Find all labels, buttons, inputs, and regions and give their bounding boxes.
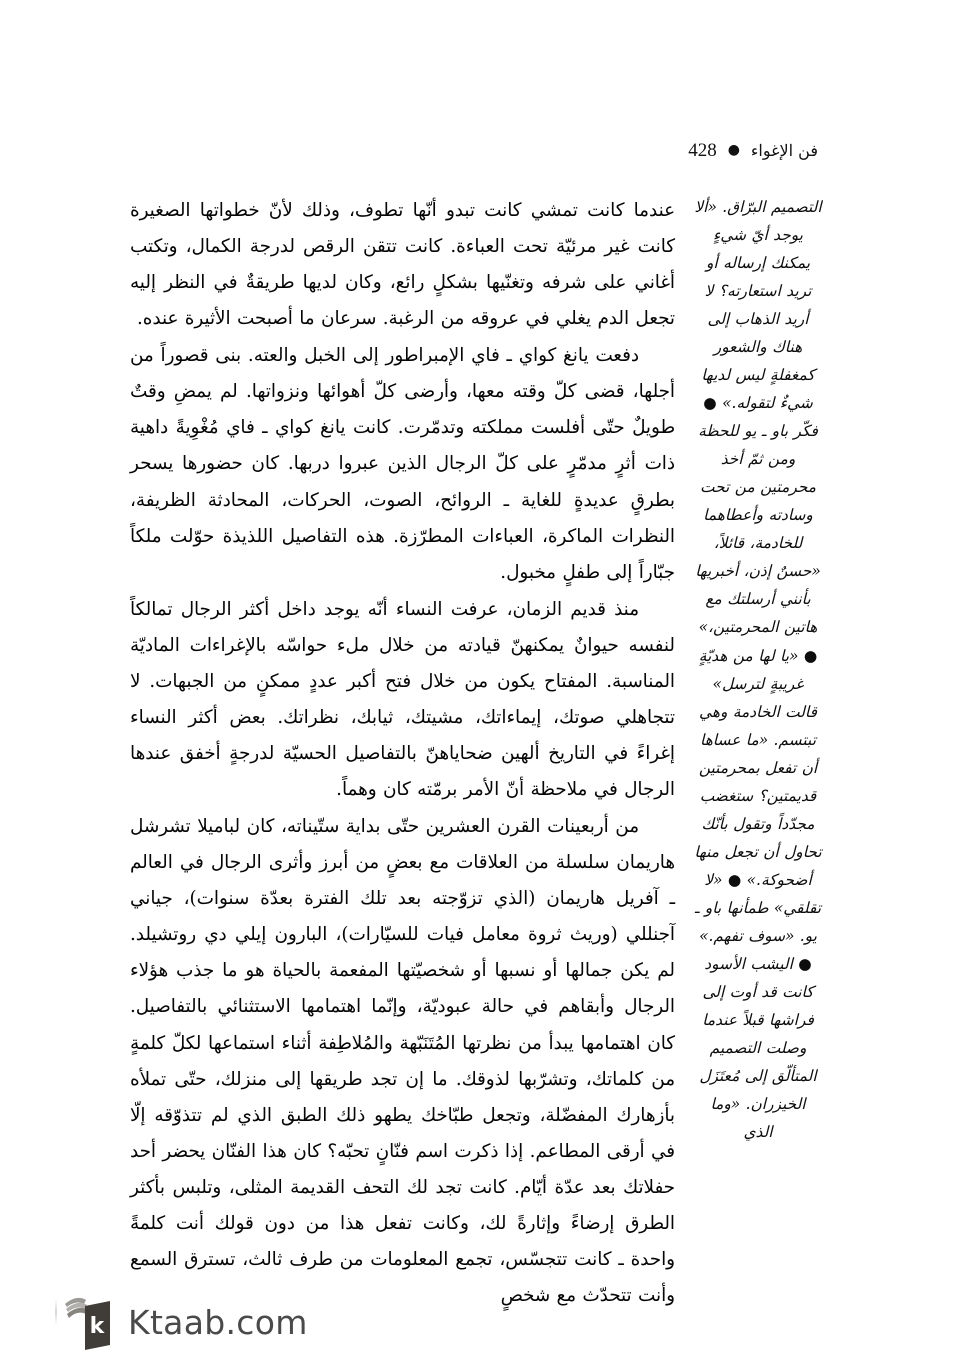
paragraph-1: عندما كانت تمشي كانت تبدو أنّها تطوف، وذلك لأنّ خطواتها الصغيرة كانت غير مرئيّة تحت العباءة. كانت تتقن الرقص لدرجة الكمال، وتكتب أغاني على شرفه وتغنّيها بشكلٍ رائع، وكان لديها طريقةٌ في النظر إليه تجعل الدم يغلي في عروقه من الرغبة. سرعان ما أصبحت الأثيرة عنده.	[130, 200, 675, 330]
content-band	[130, 193, 822, 1315]
watermark-label: Ktaab.com	[128, 1302, 308, 1342]
ktaab-book-icon	[62, 1292, 118, 1352]
paragraph-3: منذ قديم الزمان، عرفت النساء أنّه يوجد داخل أكثر الرجال تمالكاً لنفسه حيوانٌ يمكنهنّ قيادته من خلال ملء حواسّه بالإغراءات الماديّة المناسبة. المفتاح يكون من خلال فتح أكبر عددٍ ممكنٍ من الجبهات. لا تتجاهلي صوتك، إيماءاتك، مشيتك، ثيابك، نظراتك. بعض أكثر النساء إغراءً في التاريخ ألهين ضحاياهنّ بالتفاصيل الحسيّة لدرجةٍ أخفق عندها الرجال في ملاحظة أنّ الأمر برمّته كان وهماً.	[130, 598, 675, 801]
watermark	[62, 1292, 308, 1352]
svg-text:k: k	[89, 1314, 105, 1339]
margin-note	[694, 193, 822, 1146]
paragraph-4: من أربعينات القرن العشرين حتّى بداية ستّيناته، كان لباميلا تشرشل هاريمان سلسلة من العلاقات مع بعضٍ من أبرز وأثرى الرجال في العالم ـ آفريل هاريمان (الذي تزوّجته بعد تلك الفترة بعدّة سنوات)، جياني آجنللي (وريث ثروة معامل فيات للسيّارات)، البارون إيلي دي روتشيلد. لم يكن جمالها أو نسبها أو شخصيّتها المفعمة بالحياة هو ما جذب هؤلاء الرجال وأبقاهم في حالة عبوديّة، وإنّما اهتمامها الاستثنائي بالتفاصيل. كان اهتمامها يبدأ من نظرتها المُتَنَبّهة والمُلاطِفة أثناء استماعها لكلّ كلمةٍ من كلماتك، وتشرّبها لذوقك. ما إن تجد طريقها إلى منزلك، حتّى تملأه بأزهارك المفضّلة، وتجعل طبّاخك يطهو ذلك الطبق الذي لم تتذوّقه إلّا في أرقى المطاعم. إذا ذكرت اسم فنّانٍ تحبّه؟ كان هذا الفنّان يحضر أحد حفلاتك بعد عدّة أيّام. كانت تجد لك التحف القديمة المثلى، وتلبس بأكثر الطرق إرضاءً وإثارةً لك، وكانت تفعل هذا من دون قولك أنت كلمةً واحدة ـ كانت تتجسّس، تجمع المعلومات من طرف ثالث، تسترق السمع وأنت تتحدّث مع شخصٍ	[130, 816, 675, 1306]
margin-note-text: التصميم البرّاق. «ألا يوجد أيّ شيءٍ يمكنك إرساله أو تريد استعارته؟ لا أريد الذهاب إلى هناك والشعور كمغفلةٍ ليس لديها شيءٌ لتقوله.» ● فكّر باو ـ يو للحظة ومن ثمّ أخذ محرمتين من تحت وسادته وأعطاهما للخادمة، قائلاً، «حسنٌ إذن، أخبريها بأنني أرسلتك مع هاتين المحرمتين،» ● «يا لها من هديّةٍ غريبةٍ لترسل» قالت الخادمة وهي تبتسم. «ما عساها أن تفعل بمحرمتين قديمتين؟ ستغضب مجدّداً وتقول بأنّك تحاول أن تجعل منها أضحوكة.» ● «لا تقلقي» طمأنها باو ـ يو. «سوف تفهم.» ● اليشب الأسود كانت قد أوت إلى فراشها قبلاً عندما وصلت التصميم المتألّق إلى مُعتَزَل الخيزران. «وما الذي	[694, 198, 822, 1142]
page-number: 428	[688, 140, 717, 161]
running-head-book-title: فن الإغواء	[750, 141, 818, 160]
body-text-column	[130, 193, 675, 1315]
running-head	[688, 140, 818, 162]
page-edge-artifact	[55, 1299, 57, 1325]
running-head-separator-dot: ●	[727, 142, 740, 158]
paragraph-2: دفعت يانغ كواي ـ فاي الإمبراطور إلى الخبل والعته. بنى قصوراً من أجلها، قضى كلّ وقته معها، وأرضى كلّ أهوائها ونزواتها. لم يمضِ وقتٌ طويلٌ حتّى أفلست مملكته وتدمّرت. كانت يانغ كواي ـ فاي مُغْوِيةً داهية ذات أثرٍ مدمّرٍ على كلّ الرجال الذين عبروا دربها. كان حضورها يسحر بطرقٍ عديدةٍ للغاية ـ الروائح، الصوت، الحركات، المحادثة الظريفة، النظرات الماكرة، العباءات المطرّزة. هذه التفاصيل اللذيذة حوّلت ملكاً جبّاراً إلى طفلٍ مخبول.	[130, 345, 675, 583]
